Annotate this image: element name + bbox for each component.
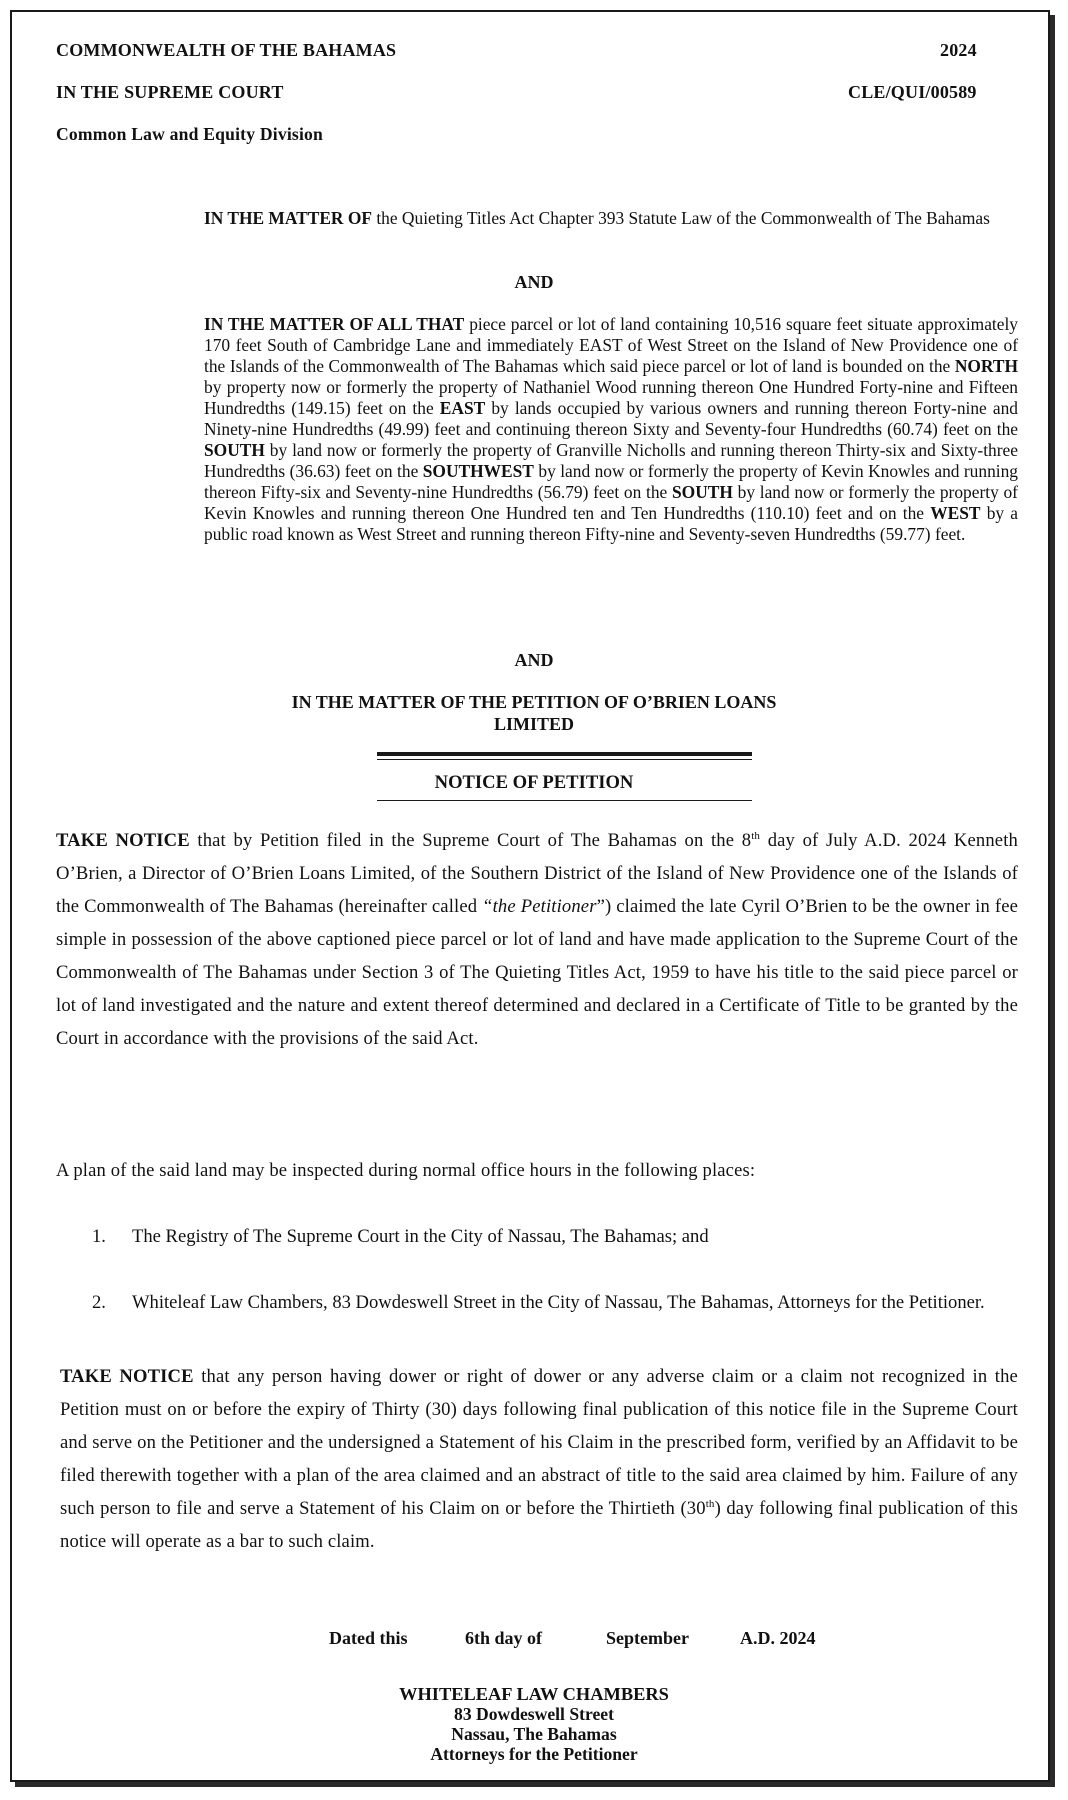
- petition-heading-line-2: LIMITED: [493, 714, 574, 734]
- land-text: by land now or formerly the property of Kevin Knowles and running thereon One Hundred ten and Ten Hundredths (110.10) feet and on the: [204, 482, 1018, 523]
- firm-city: Nassau, The Bahamas: [451, 1724, 617, 1744]
- land-text: piece parcel or lot of land containing 10,516 square feet situate approximately 170 feet South of Cambridge Lane and immediately EAST of West Street on the Island of New Providence one of the Islands of the Commonwealth of The Bahamas which said piece parcel or lot of land is bounded on the: [204, 314, 1018, 376]
- paragraph-text: that any person having dower or right of dower or any adverse claim or a claim not recognized in the Petition must on or before the expiry of Thirty (30) days following final publication of this notice file in the Supreme Court and serve on the Petitioner and the undersigned a Statement of his Claim in the prescribed form, verified by an Affidavit to be filed therewith together with a plan of the area claimed and an abstract of title to the said area claimed by him. Failure of any such person to file and serve a Statement of his Claim on or before the Thirtieth (30: [60, 1366, 1018, 1519]
- commonwealth-heading: COMMONWEALTH OF THE BAHAMAS: [56, 40, 397, 60]
- matter-text: the Quieting Titles Act Chapter 393 Statute Law of the Commonwealth of The Bahamas: [376, 208, 990, 228]
- boundary-north: NORTH: [954, 356, 1018, 376]
- boundary-east: EAST: [439, 398, 486, 418]
- notice-paragraph-3: [60, 1360, 1018, 1558]
- boundary-southwest: SOUTHWEST: [422, 461, 534, 481]
- boundary-south: SOUTH: [204, 440, 265, 460]
- dated-prefix: Dated this: [329, 1628, 408, 1648]
- petition-heading-line-1: IN THE MATTER OF THE PETITION OF O’BRIEN LOANS: [291, 692, 777, 712]
- notice-paragraph-2: A plan of the said land may be inspected during normal office hours in the following places:: [56, 1160, 756, 1181]
- notice-title: NOTICE OF PETITION: [434, 772, 634, 793]
- take-notice-lead: TAKE NOTICE: [60, 1366, 194, 1387]
- land-text: by land now or formerly the property of Kevin Knowles and running thereon Fifty-six and Seventy-nine Hundredths (56.79) feet on the: [204, 461, 1018, 502]
- dated-line: [0, 1628, 1068, 1652]
- firm-name: WHITELEAF LAW CHAMBERS: [399, 1684, 669, 1704]
- land-description: [204, 314, 1018, 545]
- firm-role: Attorneys for the Petitioner: [430, 1744, 638, 1764]
- land-lead: IN THE MATTER OF ALL THAT: [204, 314, 465, 334]
- firm-street: 83 Dowdeswell Street: [454, 1704, 614, 1724]
- boundary-west: WEST: [930, 503, 981, 523]
- list-item: [92, 1220, 1020, 1253]
- quieting-titles-matter: [204, 208, 1018, 229]
- paragraph-text: that by Petition filed in the Supreme Court of The Bahamas on the 8: [197, 830, 752, 851]
- land-text: by land now or formerly the property of Granville Nicholls and running thereon Thirty-six and Sixty-three Hundredths (36.63) feet on the: [204, 440, 1018, 481]
- list-text: Whiteleaf Law Chambers, 83 Dowdeswell Street in the City of Nassau, The Bahamas, Attorneys for the Petitioner.: [132, 1292, 985, 1313]
- division-heading: Common Law and Equity Division: [56, 124, 324, 144]
- dated-year: A.D. 2024: [740, 1628, 816, 1648]
- title-rule-top-thin: [377, 759, 752, 760]
- take-notice-lead: TAKE NOTICE: [56, 830, 190, 851]
- paragraph-text: day of July A.D. 2024 Kenneth O’Brien, a Director of O’Brien Loans Limited, of the Southern District of the Island of New Providence one of the Islands of the Commonwealth of The Bahamas (hereinafter called: [56, 830, 1018, 917]
- and-separator-2: AND: [514, 650, 554, 670]
- land-text: by a public road known as West Street and running thereon Fifty-nine and Seventy-seven Hundredths (59.77) feet.: [204, 503, 1018, 544]
- notice-paragraph-1: [56, 824, 1018, 1055]
- paragraph-text: ”) claimed the late Cyril O’Brien to be the owner in fee simple in possession of the above captioned piece parcel or lot of land and have made application to the Supreme Court of the Commonwealth of The Bahamas under Section 3 of The Quieting Titles Act, 1959 to have his title to the said piece parcel or lot of land investigated and the nature and extent thereof determined and declared in a Certificate of Title to be granted by the Court in accordance with the provisions of the said Act.: [56, 896, 1018, 1049]
- list-number: 2.: [92, 1292, 106, 1313]
- list-text: The Registry of The Supreme Court in the City of Nassau, The Bahamas; and: [132, 1226, 709, 1247]
- petitioner-term: “the Petitioner: [482, 896, 597, 917]
- paragraph-text: ) day following final publication of this notice will operate as a bar to such claim.: [60, 1498, 1018, 1552]
- case-number: CLE/QUI/00589: [848, 82, 977, 102]
- dated-month: September: [606, 1628, 689, 1648]
- dated-day: 6th day of: [465, 1628, 543, 1648]
- ordinal-suffix: th: [705, 1497, 715, 1510]
- matter-lead: IN THE MATTER OF: [204, 208, 372, 228]
- boundary-south: SOUTH: [672, 482, 733, 502]
- land-text: by property now or formerly the property of Nathaniel Wood running thereon One Hundred Forty-nine and Fifteen Hundredths (149.15) feet on the: [204, 377, 1018, 418]
- list-number: 1.: [92, 1226, 106, 1247]
- list-item: [92, 1286, 1020, 1319]
- land-text: by lands occupied by various owners and running thereon Forty-nine and Ninety-nine Hundredths (49.99) feet and continuing thereon Sixty and Seventy-four Hundredths (60.74) feet on the: [204, 398, 1018, 439]
- court-heading: IN THE SUPREME COURT: [56, 82, 284, 102]
- and-separator-1: AND: [514, 272, 554, 292]
- title-rule-top-thick: [377, 752, 752, 756]
- title-rule-bottom: [377, 800, 752, 801]
- ordinal-suffix: th: [751, 829, 761, 842]
- year-label: 2024: [940, 40, 977, 60]
